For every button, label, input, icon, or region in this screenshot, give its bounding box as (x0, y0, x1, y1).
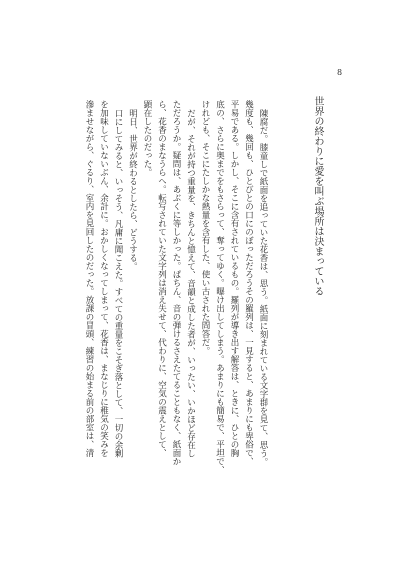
paragraph (125, 100, 140, 480)
text-line: 明日、世界が終わるとしたら、どうする。 (127, 108, 138, 270)
chapter-title: 世界の終わりに愛を叫ぶ場所は決まっている (312, 96, 323, 296)
text-line: 滲ませながら、ぐるり、室内を見回したのだった。放課の冒頭、練習の始まる前の部室は、清 (84, 100, 94, 457)
text-line: を加味していないぶん、余計に。おかしくなってしまって、花香は、まなじりに稚気の笑みを (98, 100, 109, 457)
paragraph (198, 100, 271, 480)
body-text (82, 100, 271, 480)
page-number: 8 (337, 68, 343, 77)
text-line: 陳腐だ。膝童しで紙面を追っていた花香は、思う。紙面に刻まれている文字群を見て、思う。 (258, 108, 268, 466)
text-line: だが、それが持つ重量を、きちんと憶えて、音韻と成した者が、いったい、いかほど存在し (185, 108, 196, 457)
text-line: 平易である。しかし、そこに含有されているもの。羅列が導き出す解答は、ときに、ひとの胸 (229, 100, 239, 457)
text-line: 顕在したのだった。 (142, 100, 152, 177)
text-line: ら、花香のまなうらへ。転写されていた文字列は消え失せて、代わりに、空気の震えとして、 (156, 100, 167, 457)
text-line: 幾度も、幾回も、ひとびとの口にのぼっただろうその羅列は、一見すると、あまりにも卑俗で、 (243, 100, 254, 466)
text-line: 底の、さらに奥までをもさらって、奪ってゆく。曝け出してしまう。あまりにも簡易で、平坦で、 (214, 100, 225, 474)
paragraph (140, 100, 198, 480)
text-line: 口にしてみると、いっそう、凡庸に聞こえた。すべての重量をこそぎ落として、一切の余剰 (113, 108, 123, 457)
paragraph (82, 100, 126, 480)
text-line: けれども、そこにたしかな熱量を含有した、使い古された問答だ。 (200, 100, 210, 355)
text-line: ただろうか。疑問は、あぶくに等しかった。ぱちん、音の弾けるさえたてることもなく、紙面か (171, 100, 181, 466)
